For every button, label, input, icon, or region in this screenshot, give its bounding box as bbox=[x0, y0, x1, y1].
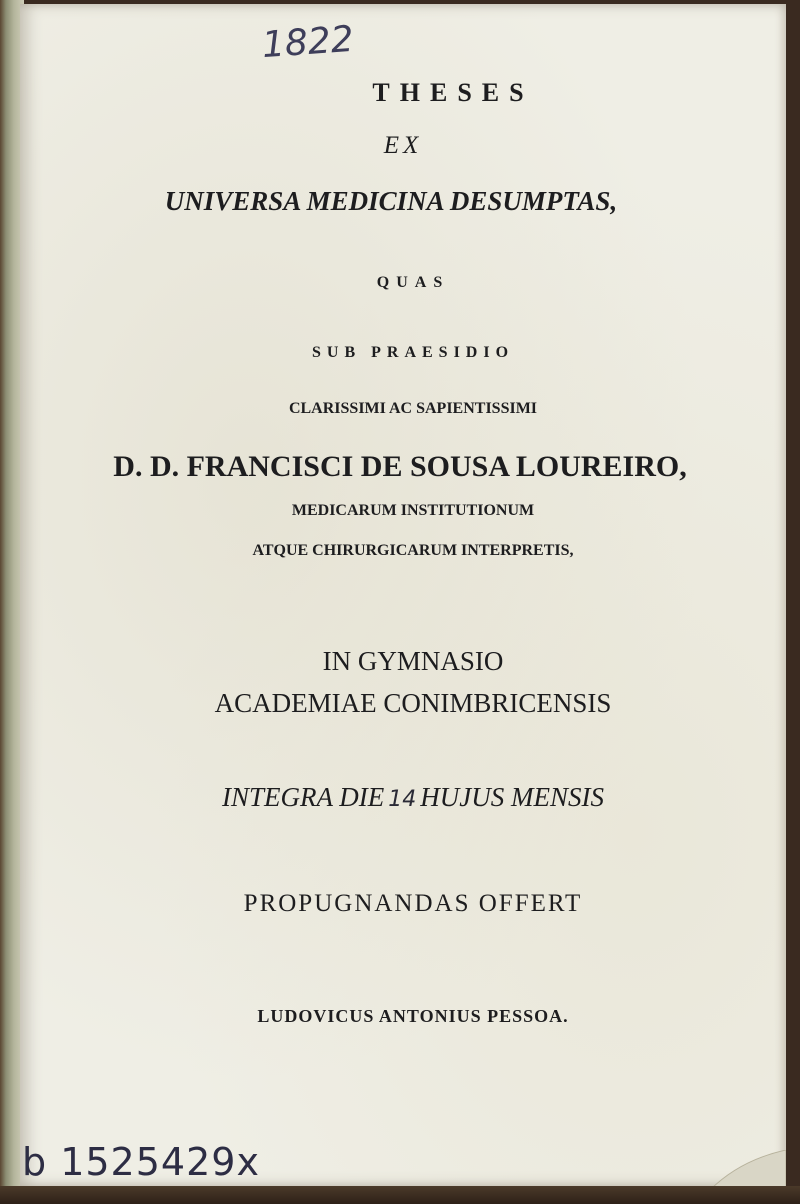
presider-title-line2: ATQUE CHIRURGICARUM INTERPRETIS, bbox=[252, 542, 574, 559]
text-clarissimi: CLARISSIMI AC SAPIENTISSIMI bbox=[288, 400, 538, 417]
title-theses: THESES bbox=[372, 78, 534, 107]
date-line bbox=[20, 782, 786, 813]
text-quas: QUAS bbox=[376, 274, 450, 291]
title-ex: EX bbox=[383, 132, 423, 159]
book-bottom-edge bbox=[0, 1186, 800, 1204]
venue-line1: IN GYMNASIO bbox=[322, 646, 504, 676]
date-line-after: HUJUS MENSIS bbox=[420, 782, 604, 812]
page-corner-curl bbox=[700, 1150, 786, 1190]
venue-line2: ACADEMIAE CONIMBRICENSIS bbox=[214, 688, 612, 718]
date-line-before: INTEGRA DIE bbox=[222, 782, 385, 812]
handwritten-call-number: b 1525429x bbox=[22, 1140, 260, 1184]
presider-name: D. D. FRANCISCI DE SOUSA LOUREIRO, bbox=[113, 450, 687, 483]
author-name: LUDOVICUS ANTONIUS PESSOA. bbox=[257, 1006, 569, 1026]
handwritten-day: 14 bbox=[388, 787, 417, 812]
handwritten-year: 1822 bbox=[260, 18, 355, 67]
text-sub-praesidio: SUB PRAESIDIO bbox=[311, 344, 515, 361]
title-universa-medicina: UNIVERSA MEDICINA DESUMPTAS, bbox=[164, 186, 618, 216]
presider-title-line1: MEDICARUM INSTITUTIONUM bbox=[291, 502, 535, 519]
text-propugnandas-offert: PROPUGNANDAS OFFERT bbox=[243, 890, 583, 917]
